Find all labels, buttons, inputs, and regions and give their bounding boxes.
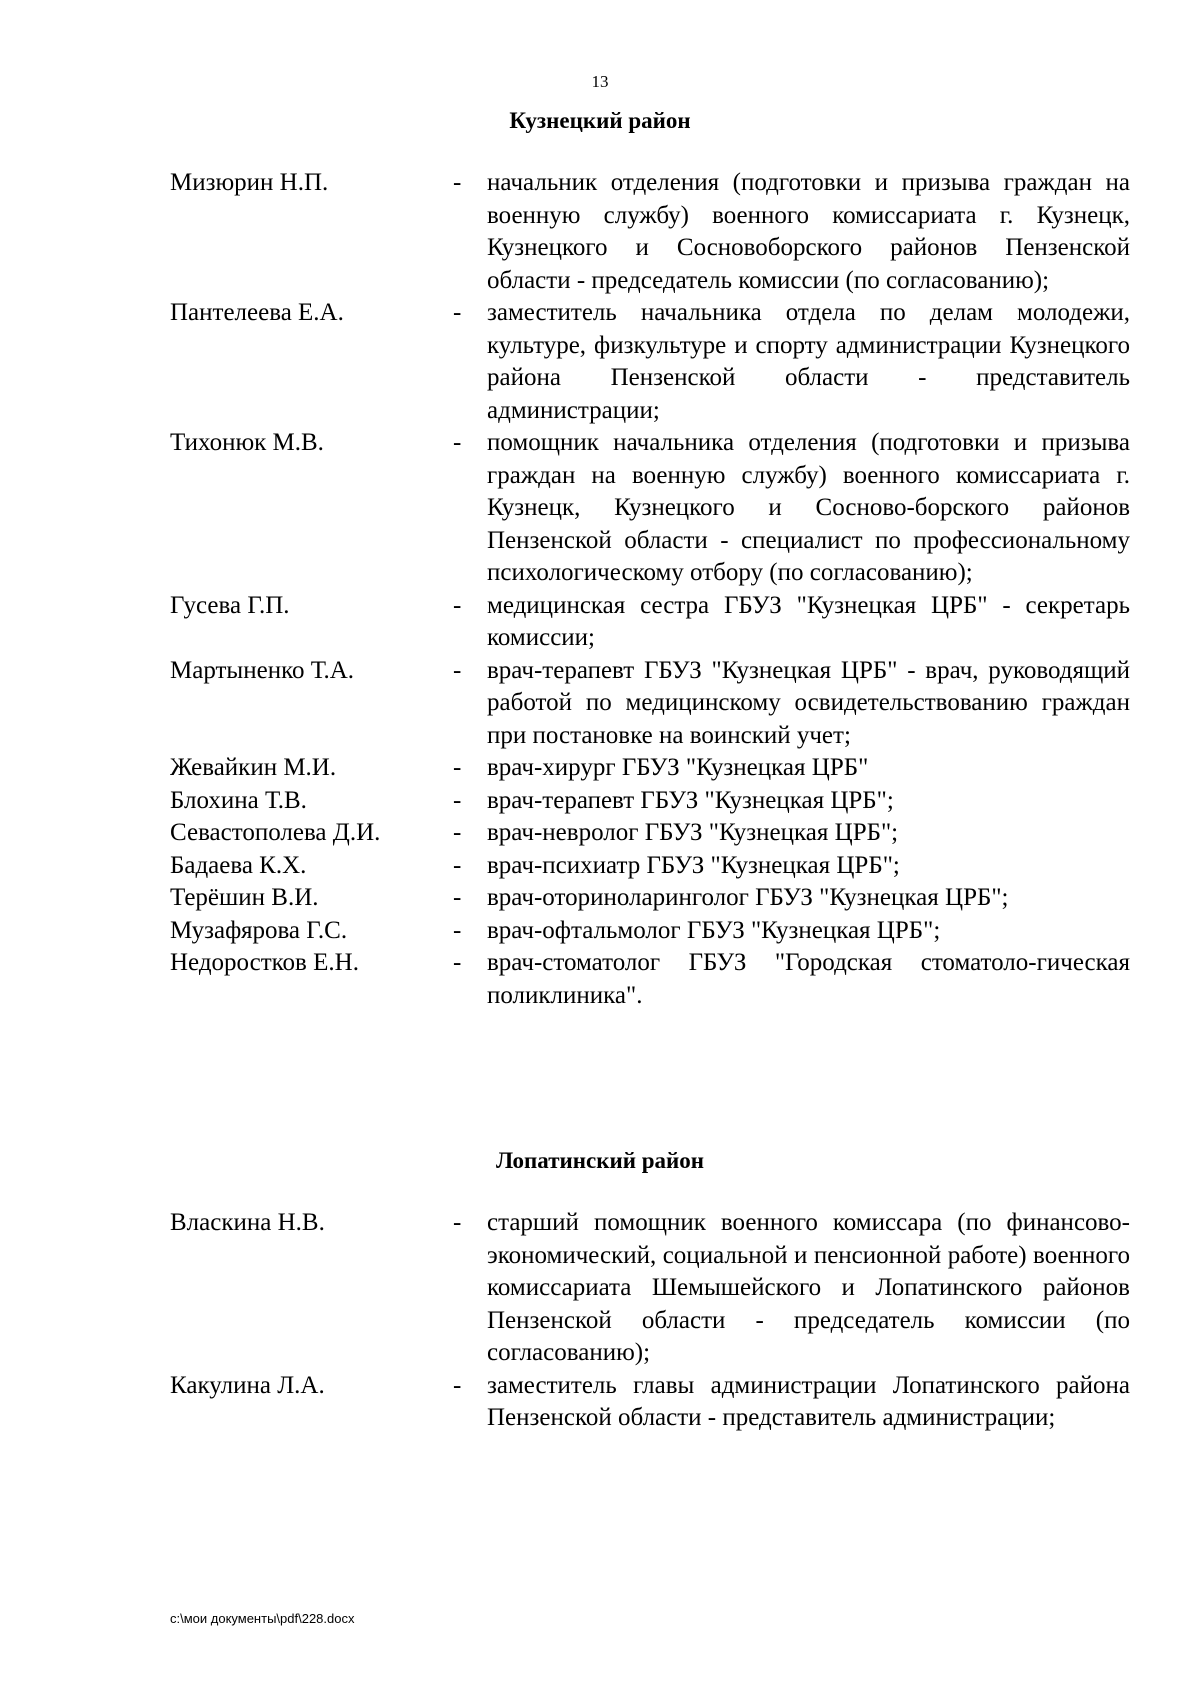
member-name: Терёшин В.И. (170, 884, 319, 911)
member-role: врач-терапевт ГБУЗ "Кузнецкая ЦРБ"; (487, 786, 894, 814)
dash-separator: - (453, 169, 462, 196)
roster-entry (170, 1207, 1130, 1370)
member-role: медицинская сестра ГБУЗ "Кузнецкая ЦРБ" - секретарь комиссии; (487, 591, 1130, 651)
member-role: врач-терапевт ГБУЗ "Кузнецкая ЦРБ" - врач, руководящий работой по медицинскому освидетельствованию граждан при постановке на воинский учет; (487, 656, 1130, 749)
member-role: врач-стоматолог ГБУЗ "Городская стоматоло-гическая поликлиника". (487, 949, 1130, 1009)
dash-separator: - (453, 949, 462, 976)
dash-separator: - (453, 819, 462, 846)
member-name: Мизюрин Н.П. (170, 169, 329, 196)
member-name: Музафярова Г.С. (170, 916, 348, 944)
dash-separator: - (453, 591, 462, 619)
member-name: Гусева Г.П. (170, 591, 290, 619)
dash-separator: - (453, 1371, 462, 1399)
roster-entry (170, 947, 1130, 1012)
dash-separator: - (453, 851, 462, 879)
member-name: Бадаева К.Х. (170, 851, 307, 879)
footer-file-path: c:\мои документы\pdf\228.docx (170, 1611, 355, 1626)
roster-entry (170, 915, 1130, 948)
page-number: 13 (591, 72, 609, 91)
roster-entry (170, 655, 1130, 753)
dash-separator: - (453, 429, 462, 456)
member-role: врач-офтальмолог ГБУЗ "Кузнецкая ЦРБ"; (487, 916, 941, 944)
section-title-lopatino: Лопатинский район (495, 1148, 705, 1173)
member-role: врач-психиатр ГБУЗ "Кузнецкая ЦРБ"; (487, 851, 900, 879)
member-name: Блохина Т.В. (170, 786, 307, 814)
member-role: врач-хирург ГБУЗ "Кузнецкая ЦРБ" (487, 754, 869, 781)
dash-separator: - (453, 916, 462, 944)
member-name: Власкина Н.В. (170, 1209, 325, 1236)
member-name: Мартыненко Т.А. (170, 656, 355, 684)
member-role: помощник начальника отделения (подготовки и призыва граждан на военную службу) военного комиссариата г. Кузнецк, Кузнецкого и Сосново-борского районов Пензенской области - специалист по профессиональному психологическому отбору (по согласованию); (487, 429, 1130, 586)
member-role: врач-оториноларинголог ГБУЗ "Кузнецкая ЦРБ"; (487, 884, 1009, 911)
roster-lopatino (170, 1207, 1130, 1435)
roster-entry (170, 590, 1130, 655)
dash-separator: - (453, 656, 462, 684)
member-name: Пантелеева Е.А. (170, 299, 344, 326)
member-name: Севастополева Д.И. (170, 819, 381, 846)
roster-entry (170, 297, 1130, 427)
member-name: Тихонюк М.В. (170, 429, 324, 456)
member-role: заместитель главы администрации Лопатинского района Пензенской области - представитель администрации; (487, 1371, 1130, 1431)
dash-separator: - (453, 299, 462, 326)
member-name: Какулина Л.А. (170, 1371, 325, 1399)
roster-entry (170, 882, 1130, 915)
member-name: Жевайкин М.И. (170, 754, 337, 781)
roster-kuznetsk (170, 167, 1130, 1012)
roster-entry (170, 817, 1130, 850)
dash-separator: - (453, 884, 462, 911)
section-title-kuznetsk: Кузнецкий район (509, 108, 691, 133)
dash-separator: - (453, 786, 462, 814)
roster-entry (170, 1370, 1130, 1435)
roster-entry (170, 752, 1130, 785)
roster-entry (170, 427, 1130, 590)
roster-entry (170, 167, 1130, 297)
roster-entry (170, 850, 1130, 883)
member-role: начальник отделения (подготовки и призыва граждан на военную службу) военного комиссариата г. Кузнецк, Кузнецкого и Сосновоборского районов Пензенской области - председатель комиссии (по согласованию); (487, 169, 1130, 294)
member-name: Недоростков Е.Н. (170, 949, 359, 976)
member-role: врач-невролог ГБУЗ "Кузнецкая ЦРБ"; (487, 819, 899, 846)
dash-separator: - (453, 754, 462, 781)
roster-entry (170, 785, 1130, 818)
member-role: заместитель начальника отдела по делам молодежи, культуре, физкультуре и спорту администрации Кузнецкого района Пензенской области - представитель администрации; (487, 299, 1130, 424)
dash-separator: - (453, 1209, 462, 1236)
member-role: старший помощник военного комиссара (по финансово-экономический, социальной и пенсионной работе) военного комиссариата Шемышейского и Лопатинского районов Пензенской области - председатель комиссии (по согласованию); (487, 1209, 1130, 1366)
